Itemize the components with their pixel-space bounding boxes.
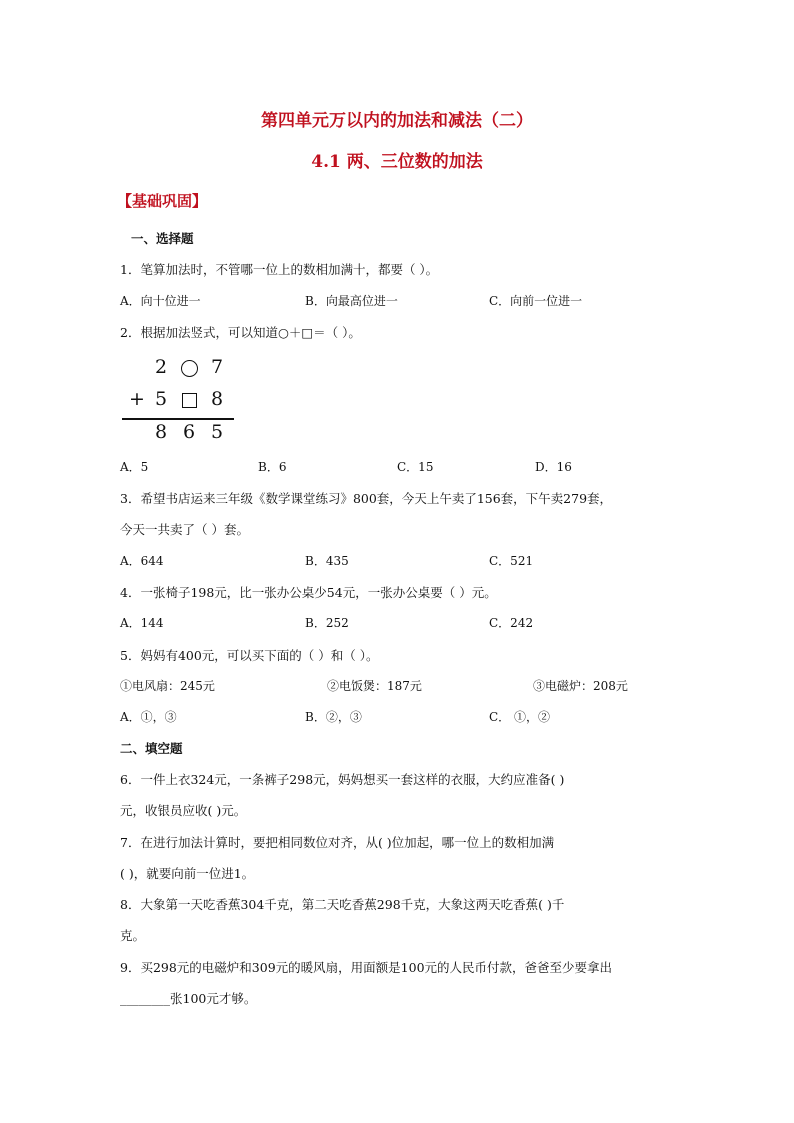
question-5: 5．妈妈有400元，可以买下面的（ ）和（ ）。 — [120, 648, 379, 663]
sum-line — [122, 418, 234, 420]
q3-option-c: C．521 — [489, 554, 534, 568]
question-7-line-1: 7．在进行加法计算时，要把相同数位对齐，从( )位加起，哪一位上的数相加满 — [120, 835, 555, 850]
question-9-line-2 — [120, 989, 256, 1007]
q5-option-a: A．①，③ — [120, 710, 177, 724]
q1-option-c: C．向前一位进一 — [489, 294, 583, 308]
q2-option-a: A．5 — [120, 460, 149, 474]
digit: 6 — [182, 421, 196, 443]
q4-option-c: C．242 — [489, 616, 534, 630]
question-1: 1．笔算加法时，不管哪一位上的数相加满十，都要（ ）。 — [120, 262, 439, 277]
q1-option-b: B．向最高位进一 — [305, 294, 398, 308]
question-2: 2．根据加法竖式，可以知道○＋□＝（ ）。 — [120, 325, 361, 340]
part1-heading: 一、选择题 — [131, 231, 194, 246]
digit: 5 — [154, 388, 168, 410]
question-4: 4．一张椅子198元，比一张办公桌少54元，一张办公桌要（ ）元。 — [120, 585, 497, 600]
q2-option-b: B．6 — [258, 460, 287, 474]
q3-option-a: A．644 — [120, 554, 164, 568]
question-3-line-1: 3．希望书店运来三年级《数学课堂练习》800套，今天上午卖了156套，下午卖279套， — [120, 491, 613, 506]
question-6-line-1: 6．一件上衣324元，一条裤子298元，妈妈想买一套这样的衣服，大约应准备( ) — [120, 772, 565, 787]
q3-option-b: B．435 — [305, 554, 349, 568]
q4-option-b: B．252 — [305, 616, 349, 630]
q5-item-2: ②电饭煲：187元 — [327, 679, 422, 693]
q5-option-b: B．②，③ — [305, 710, 362, 724]
circle-symbol — [178, 356, 200, 382]
sum-row — [122, 421, 234, 449]
digit: 8 — [154, 421, 168, 443]
part2-heading: 二、填空题 — [120, 741, 183, 756]
square-symbol — [178, 388, 200, 413]
question-9-line-2-text: 张100元才够。 — [170, 991, 257, 1006]
digit: 5 — [210, 421, 224, 443]
addend-row-2 — [122, 388, 234, 416]
section-label: 【基础巩固】 — [117, 192, 208, 210]
question-6-line-2: 元，收银员应收( )元。 — [120, 803, 247, 818]
answer-blank[interactable]: ________ — [120, 991, 170, 1006]
q5-item-3: ③电磁炉：208元 — [533, 679, 628, 693]
page-title: 第四单元万以内的加法和减法（二） — [261, 111, 533, 131]
digit: 7 — [210, 356, 224, 378]
digit: 8 — [210, 388, 224, 410]
q4-option-a: A．144 — [120, 616, 164, 630]
digit: 2 — [154, 356, 168, 378]
vertical-addition — [122, 352, 234, 448]
question-9-line-1: 9．买298元的电磁炉和309元的暖风扇，用面额是100元的人民币付款，爸爸至少要拿出 — [120, 960, 613, 975]
q2-option-d: D．16 — [535, 460, 572, 474]
plus-sign: + — [129, 388, 145, 410]
question-7-line-2: ( )，就要向前一位进1。 — [120, 866, 255, 881]
question-3-line-2: 今天一共卖了（ ）套。 — [120, 522, 249, 537]
question-8-line-2: 克。 — [120, 928, 146, 943]
question-8-line-1: 8．大象第一天吃香蕉304千克，第二天吃香蕉298千克，大象这两天吃香蕉( )千 — [120, 897, 565, 912]
q1-option-a: A．向十位进一 — [120, 294, 201, 308]
q2-option-c: C．15 — [397, 460, 434, 474]
q5-option-c: C． ①，② — [489, 710, 550, 724]
addend-row-1 — [122, 356, 234, 384]
page-subtitle: 4.1 两、三位数的加法 — [311, 152, 483, 172]
q5-item-1: ①电风扇：245元 — [120, 679, 215, 693]
